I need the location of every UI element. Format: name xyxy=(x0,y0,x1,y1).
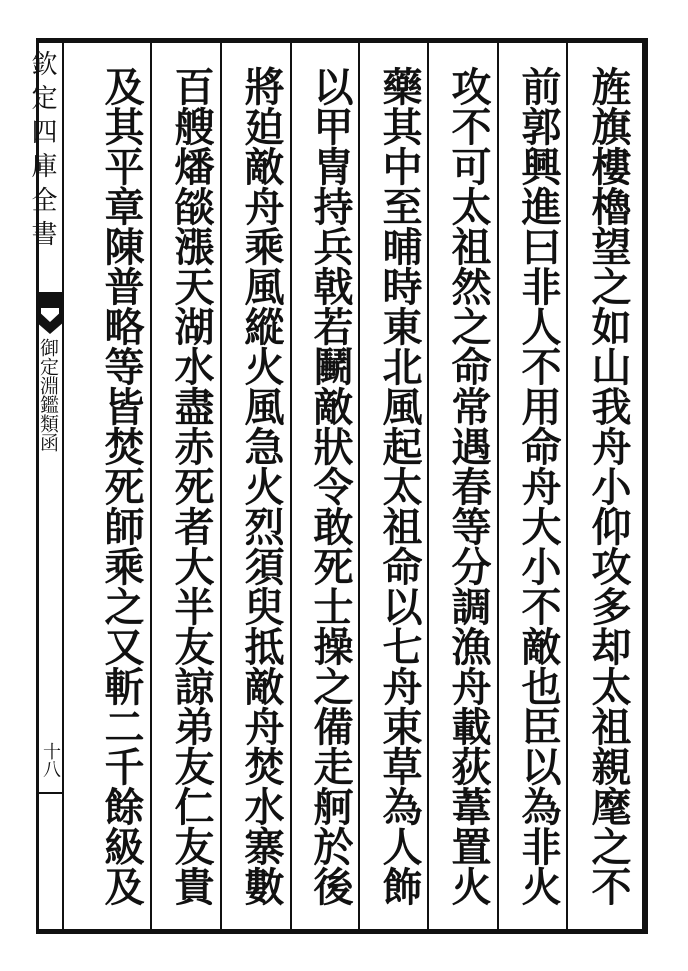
margin-book-title: 欽定四庫全書 xyxy=(27,50,57,254)
fishtail-mark xyxy=(38,292,62,310)
margin-page-rule xyxy=(38,792,62,794)
column-rule xyxy=(290,43,292,929)
text-column-1: 旌旗樓櫓望之如山我舟小仰攻多却太祖親麾之不 xyxy=(585,66,632,906)
text-column-3: 攻不可太祖然之命常遇春等分調漁舟載荻葦置火 xyxy=(445,66,492,906)
text-column-5: 以甲冑持兵戟若鬭敵狀令敢死士操之備走舸於後 xyxy=(307,66,354,906)
column-rule xyxy=(150,43,152,929)
margin-book-subtitle: 御定淵鑑類函 xyxy=(37,338,59,452)
margin-page-number: 十八 xyxy=(40,742,61,778)
text-column-2: 前郭興進曰非人不用命舟大小不敵也臣以為非火 xyxy=(515,66,562,906)
text-column-4: 藥其中至晡時東北風起太祖命以七舟束草為人飾 xyxy=(376,66,423,906)
text-column-7: 百艘燔燄漲天湖水盡赤死者大半友諒弟友仁友貴 xyxy=(168,66,215,906)
column-rule xyxy=(220,43,222,929)
column-rule xyxy=(497,43,499,929)
text-column-6: 將廹敵舟乘風縱火風急火烈須臾抵敵舟焚水寨數 xyxy=(238,66,285,906)
text-column-8: 及其平章陳普略等皆焚死師乘之又斬二千餘級及 xyxy=(98,66,145,906)
